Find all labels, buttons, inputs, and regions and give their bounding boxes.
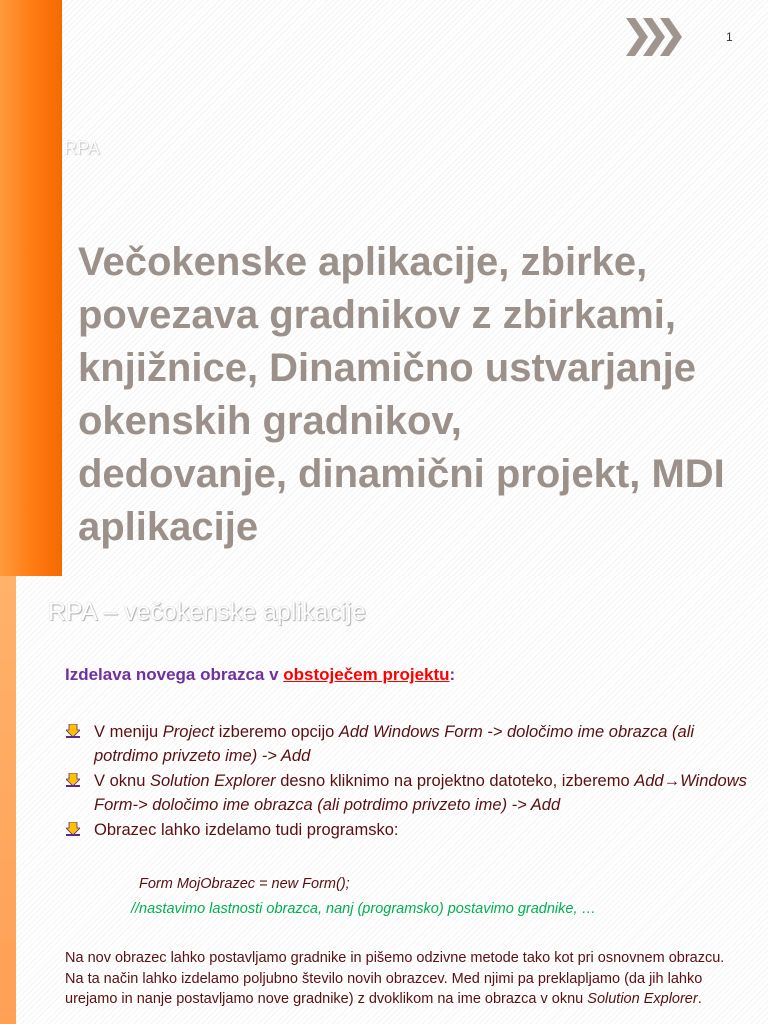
title-line: knjižnice, Dinamično ustvarjanje bbox=[78, 346, 696, 390]
bullet-italic: Solution Explorer bbox=[149, 772, 276, 790]
title-line: aplikacije bbox=[78, 505, 259, 549]
paragraph-italic: Solution Explorer bbox=[587, 991, 698, 1007]
section-heading bbox=[65, 665, 455, 685]
slide-title: RPA – večokenske aplikacije bbox=[48, 598, 366, 626]
list-item bbox=[64, 769, 754, 817]
bullet-text: desno kliknimo na projektno datoteko, izberemo bbox=[275, 772, 635, 790]
paragraph-end: . bbox=[697, 991, 702, 1007]
bullet-italic: Add→Windows Form-> določimo ime obrazca (ali potrdimo privzeto ime) -> Add bbox=[94, 772, 747, 814]
arrow-bullet-icon bbox=[66, 822, 80, 836]
bullet-text: Obrazec lahko izdelamo tudi programsko: bbox=[94, 821, 399, 839]
bullet-list bbox=[64, 720, 754, 843]
heading-highlight: obstoječem projektu bbox=[283, 665, 450, 684]
arrow-bullet-icon bbox=[66, 724, 80, 738]
orange-accent-strip bbox=[0, 576, 16, 1024]
title-line: povezava gradnikov z zbirkami, bbox=[78, 293, 676, 337]
bullet-text: V oknu bbox=[94, 772, 150, 790]
title-line: okenskih gradnikov, bbox=[78, 399, 462, 443]
body-paragraph bbox=[65, 948, 745, 1010]
slide-title bbox=[78, 236, 758, 554]
title-line: dedovanje, dinamični projekt, MDI bbox=[78, 452, 725, 496]
list-item bbox=[64, 818, 754, 842]
bullet-text: izberemo opcijo bbox=[214, 723, 339, 741]
slide-number: 1 bbox=[726, 30, 733, 44]
triple-chevron-right-icon bbox=[626, 18, 684, 56]
bullet-text: V meniju bbox=[94, 723, 163, 741]
heading-colon: : bbox=[449, 665, 456, 684]
arrow-bullet-icon bbox=[66, 773, 80, 787]
list-item bbox=[64, 720, 754, 768]
title-line: Večokenske aplikacije, zbirke, bbox=[78, 240, 648, 284]
bullet-italic: Project bbox=[162, 723, 215, 741]
heading-text: Izdelava novega obrazca v bbox=[65, 665, 284, 684]
bullet-italic: Add Windows Form -> določimo ime obrazca (ali potrdimo privzeto ime) -> Add bbox=[94, 723, 695, 765]
code-comment: //nastavimo lastnosti obrazca, nanj (programsko) postavimo gradnike, … bbox=[131, 901, 597, 917]
slide-subtitle: RPA bbox=[64, 138, 100, 158]
content-slide bbox=[0, 576, 768, 1024]
orange-accent-bar bbox=[0, 0, 62, 576]
paragraph-text: Na nov obrazec lahko postavljamo gradnike in pišemo odzivne metode tako kot pri osnovnem obrazcu. Na ta način lahko izdelamo poljubno število novih obrazcev. Med njimi pa preklapljamo (da jih lahko urejamo in nanje postavljamo nove gradnike) z dvoklikom na ime obrazca v oknu bbox=[65, 950, 725, 1007]
code-line: Form MojObrazec = new Form(); bbox=[139, 876, 350, 892]
